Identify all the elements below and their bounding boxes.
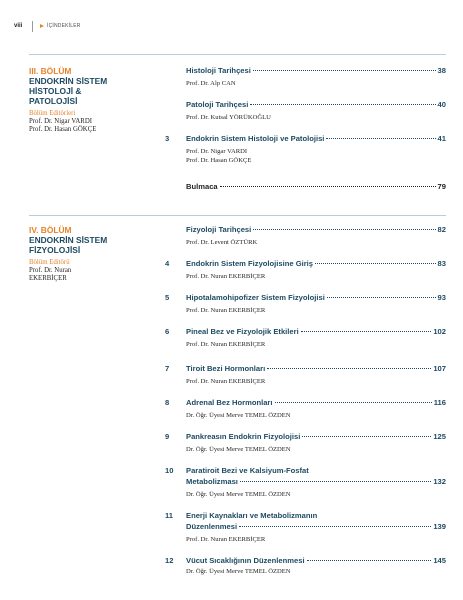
dot-leader bbox=[315, 263, 436, 264]
editor-name: Prof. Dr. Hasan GÖKÇE bbox=[29, 126, 97, 133]
entry-page: 102 bbox=[433, 327, 446, 336]
page-number: viii bbox=[14, 23, 23, 29]
header-divider bbox=[32, 21, 33, 32]
entry-author: Prof. Dr. Hasan GÖKÇE bbox=[186, 157, 252, 164]
dot-leader bbox=[327, 297, 436, 298]
chapter-number: 8 bbox=[165, 398, 170, 407]
dot-leader bbox=[253, 229, 435, 230]
dot-leader bbox=[302, 436, 431, 437]
part-title-line: ENDOKRİN SİSTEM bbox=[29, 76, 108, 86]
editor-label: Bölüm Editörü bbox=[29, 259, 70, 266]
entry-author: Prof. Dr. Nuran EKERBİÇER bbox=[186, 273, 266, 280]
chapter-number: 5 bbox=[165, 293, 170, 302]
dot-leader bbox=[301, 331, 432, 332]
entry-title: Tiroit Bezi Hormonları bbox=[186, 364, 266, 373]
part-title-line: HİSTOLOJİ & bbox=[29, 86, 82, 96]
entry-page: 40 bbox=[437, 100, 446, 109]
chapter-number: 7 bbox=[165, 364, 170, 373]
dot-leader bbox=[250, 104, 435, 105]
entry-title: Endokrin Sistem Histoloji ve Patolojisi bbox=[186, 134, 325, 143]
entry-page: 93 bbox=[437, 293, 446, 302]
entry-title: Adrenal Bez Hormonları bbox=[186, 398, 273, 407]
dot-leader bbox=[253, 70, 436, 71]
entry-page: 79 bbox=[437, 182, 446, 191]
chapter-number: 12 bbox=[165, 556, 174, 565]
entry-page: 116 bbox=[433, 398, 446, 407]
entry-title-line: Enerji Kaynakları ve Metabolizmanın bbox=[186, 511, 318, 520]
dot-leader bbox=[240, 481, 431, 482]
part-title-line: FİZYOLOJİSİ bbox=[29, 245, 81, 255]
entry-page: 82 bbox=[437, 225, 446, 234]
entry-page: 41 bbox=[437, 134, 446, 143]
editor-name: Prof. Dr. Nigar VARDI bbox=[29, 118, 92, 125]
entry-title: Endokrin Sistem Fizyolojisine Giriş bbox=[186, 259, 314, 268]
dot-leader bbox=[275, 402, 432, 403]
editor-name: EKERBİÇER bbox=[29, 275, 67, 282]
entry-author: Dr. Öğr. Üyesi Merve TEMEL ÖZDEN bbox=[186, 446, 291, 453]
chapter-number: 3 bbox=[165, 134, 170, 143]
entry-title: Fizyoloji Tarihçesi bbox=[186, 225, 252, 234]
running-header bbox=[14, 20, 81, 32]
part-title-line: ENDOKRİN SİSTEM bbox=[29, 235, 108, 245]
dot-leader bbox=[267, 368, 431, 369]
part-number: IV. BÖLÜM bbox=[29, 225, 72, 235]
entry-author: Prof. Dr. Nuran EKERBİÇER bbox=[186, 536, 266, 543]
chapter-number: 9 bbox=[165, 432, 170, 441]
dot-leader bbox=[326, 138, 435, 139]
part-heading-iii bbox=[29, 66, 144, 134]
entry-author: Dr. Öğr. Üyesi Merve TEMEL ÖZDEN bbox=[186, 491, 291, 498]
dot-leader bbox=[220, 186, 436, 187]
dot-leader bbox=[307, 560, 432, 561]
entry-title: Histoloji Tarihçesi bbox=[186, 66, 251, 75]
entry-title: Düzenlenmesi bbox=[186, 522, 238, 531]
editor-name: Prof. Dr. Nuran bbox=[29, 267, 72, 274]
entry-author: Prof. Dr. Nuran EKERBİÇER bbox=[186, 307, 266, 314]
chapter-number: 10 bbox=[165, 466, 174, 475]
entry-title-line: Paratiroit Bezi ve Kalsiyum-Fosfat bbox=[186, 466, 309, 475]
editor-label: Bölüm Editörleri bbox=[29, 110, 76, 117]
entry-page: 145 bbox=[433, 556, 446, 565]
entry-title: Metabolizması bbox=[186, 477, 238, 486]
entry-author: Dr. Öğr. Üyesi Merve TEMEL ÖZDEN bbox=[186, 568, 291, 575]
entry-page: 83 bbox=[437, 259, 446, 268]
entry-page: 132 bbox=[433, 477, 446, 486]
header-section-label: İÇİNDEKİLER bbox=[47, 23, 81, 29]
part-heading-iv bbox=[29, 225, 144, 283]
chapter-number: 4 bbox=[165, 259, 170, 268]
chapter-number: 6 bbox=[165, 327, 170, 336]
dot-leader bbox=[239, 526, 431, 527]
part-title-line: PATOLOJİSİ bbox=[29, 96, 78, 106]
section-rule bbox=[29, 215, 446, 216]
triangle-bullet-icon bbox=[40, 24, 44, 28]
entry-author: Prof. Dr. Nigar VARDI bbox=[186, 148, 248, 155]
entry-author: Dr. Öğr. Üyesi Merve TEMEL ÖZDEN bbox=[186, 412, 291, 419]
entry-author: Prof. Dr. Levent ÖZTÜRK bbox=[186, 239, 258, 246]
entry-author: Prof. Dr. Alp CAN bbox=[186, 80, 236, 87]
chapter-number: 11 bbox=[165, 511, 174, 520]
entry-page: 139 bbox=[433, 522, 446, 531]
part-number: III. BÖLÜM bbox=[29, 66, 72, 76]
entry-title: Pankreasın Endokrin Fizyolojisi bbox=[186, 432, 301, 441]
entry-title: Bulmaca bbox=[186, 182, 218, 191]
entry-page: 107 bbox=[433, 364, 446, 373]
entry-title: Hipotalamohipofizer Sistem Fizyolojisi bbox=[186, 293, 325, 302]
entry-page: 38 bbox=[437, 66, 446, 75]
entry-author: Prof. Dr. Nuran EKERBİÇER bbox=[186, 341, 266, 348]
entry-title: Patoloji Tarihçesi bbox=[186, 100, 249, 109]
entry-title: Pineal Bez ve Fizyolojik Etkileri bbox=[186, 327, 299, 336]
section-rule bbox=[29, 54, 446, 55]
entry-author: Prof. Dr. Kutsal YÖRÜKOĞLU bbox=[186, 114, 271, 121]
entry-title: Vücut Sıcaklığının Düzenlenmesi bbox=[186, 556, 305, 565]
entry-page: 125 bbox=[433, 432, 446, 441]
entry-author: Prof. Dr. Nuran EKERBİÇER bbox=[186, 378, 266, 385]
